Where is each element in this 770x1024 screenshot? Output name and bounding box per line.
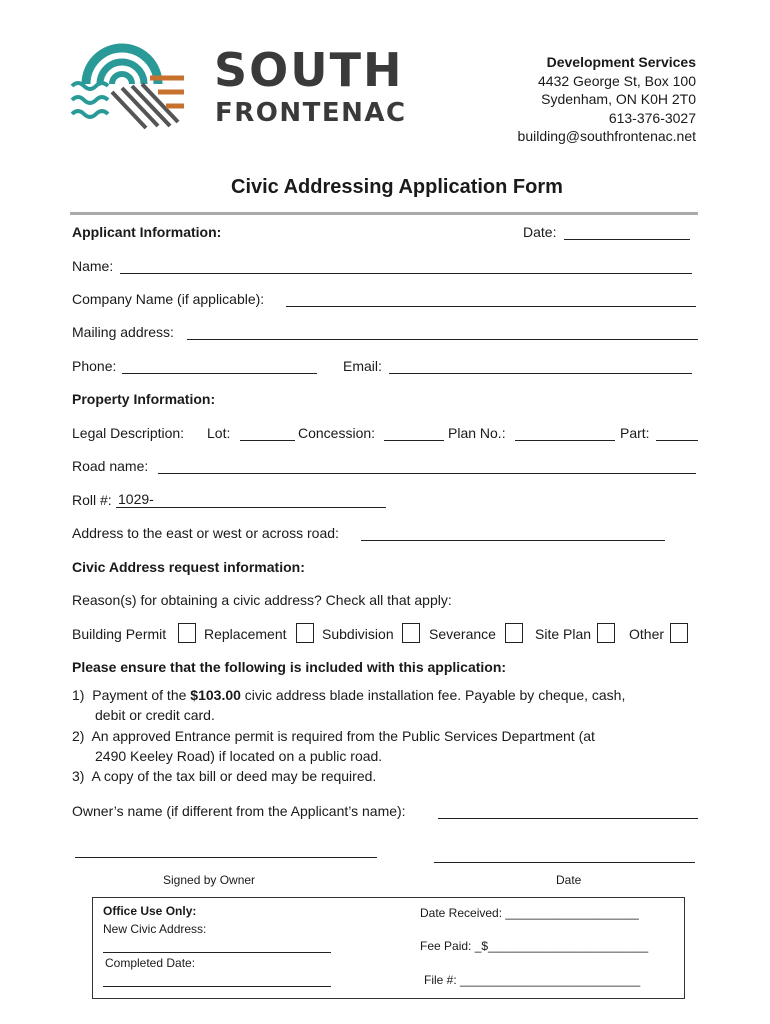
department-phone: 613-376-3027 [608,109,696,126]
reason-site-plan-checkbox[interactable] [597,623,615,643]
road-name-label: Road name: [72,458,149,474]
fee-amount: $103.00 [190,687,241,703]
completed-date-field[interactable] [103,974,331,987]
reasons-prompt: Reason(s) for obtaining a civic address? Check all that apply: [72,592,452,608]
phone-field[interactable] [122,358,317,374]
office-use-heading: Office Use Only: [103,904,197,918]
roll-number-label: Roll #: [72,492,112,508]
lot-field[interactable] [240,425,295,441]
owner-name-field[interactable] [438,803,698,819]
owner-name-label: Owner’s name (if different from the Applicant’s name): [72,803,406,819]
new-civic-address-label: New Civic Address: [103,922,207,936]
civic-request-heading: Civic Address request information: [72,559,305,575]
road-name-field[interactable] [158,458,696,474]
reason-replacement-label: Replacement [204,626,287,642]
signature-date-label: Date [556,873,582,887]
reason-other-checkbox[interactable] [670,623,688,643]
roll-number-field[interactable] [116,492,386,508]
logo-word-frontenac: FRONTENAC [215,98,407,128]
date-label: Date: [523,224,557,240]
legal-description-label: Legal Description: [72,425,185,441]
email-field[interactable] [389,358,692,374]
requirement-item-3: 3) A copy of the tax bill or deed may be required. [72,768,377,784]
plan-number-field[interactable] [515,425,615,441]
reason-building-permit-checkbox[interactable] [178,623,196,643]
requirement-item-2: 2) An approved Entrance permit is required from the Public Services Department (at [72,728,595,744]
concession-field[interactable] [384,425,444,441]
department-email[interactable]: building@southfrontenac.net [517,128,696,144]
company-field[interactable] [286,291,696,307]
company-label: Company Name (if applicable): [72,291,265,307]
department-address-2: Sydenham, ON K0H 2T0 [541,91,696,107]
concession-label: Concession: [298,425,376,441]
date-field[interactable] [564,224,690,240]
requirement-item-2-cont: 2490 Keeley Road) if located on a public road. [95,748,383,764]
logo-word-south: SOUTH [214,43,404,97]
applicant-heading: Applicant Information: [72,224,222,240]
reason-subdivision-label: Subdivision [322,626,394,642]
owner-signature-line[interactable] [75,842,377,858]
reason-other-label: Other [629,626,665,642]
lot-label: Lot: [207,425,231,441]
ensure-heading: Please ensure that the following is included with this application: [72,659,507,675]
signed-by-owner-label: Signed by Owner [163,873,256,887]
municipality-logo [66,36,406,136]
part-label: Part: [620,425,650,441]
requirement-item-1-cont: debit or credit card. [95,707,215,723]
department-address-1: 4432 George St, Box 100 [538,72,696,89]
plan-number-label: Plan No.: [448,425,506,441]
name-label: Name: [72,258,114,274]
reason-severance-label: Severance [429,626,496,642]
reason-severance-checkbox[interactable] [505,623,523,643]
reason-building-permit-label: Building Permit [72,626,167,642]
requirement-item-1 [72,687,625,703]
email-label: Email: [343,358,382,374]
requirement-item-1-pre: 1) Payment of the [72,687,191,703]
property-heading: Property Information: [72,391,216,407]
fee-paid-field[interactable]: Fee Paid: _$________________________ [420,939,649,953]
office-use-box [92,897,685,999]
department-name: Development Services [546,54,696,70]
reason-replacement-checkbox[interactable] [296,623,314,643]
address-across-label: Address to the east or west or across road: [72,525,339,541]
reason-subdivision-checkbox[interactable] [402,623,420,643]
reason-site-plan-label: Site Plan [535,626,592,642]
roll-number-value: 1029- [118,491,154,507]
phone-label: Phone: [72,358,117,374]
requirement-item-1-post: civic address blade installation fee. Payable by cheque, cash, [240,687,626,703]
part-field[interactable] [656,425,698,441]
address-across-field[interactable] [361,525,665,541]
name-field[interactable] [120,258,692,274]
file-number-field[interactable]: File #: ___________________________ [424,973,641,987]
completed-date-label: Completed Date: [105,956,196,970]
form-title: Civic Addressing Application Form [231,176,563,198]
mailing-label: Mailing address: [72,324,174,340]
logo-mark-icon [66,36,188,134]
signature-date-line[interactable] [434,847,695,863]
title-divider [70,212,698,215]
department-contact [436,53,696,146]
mailing-field[interactable] [187,324,698,340]
date-received-field[interactable]: Date Received: ____________________ [420,906,639,920]
new-civic-address-field[interactable] [103,940,331,953]
